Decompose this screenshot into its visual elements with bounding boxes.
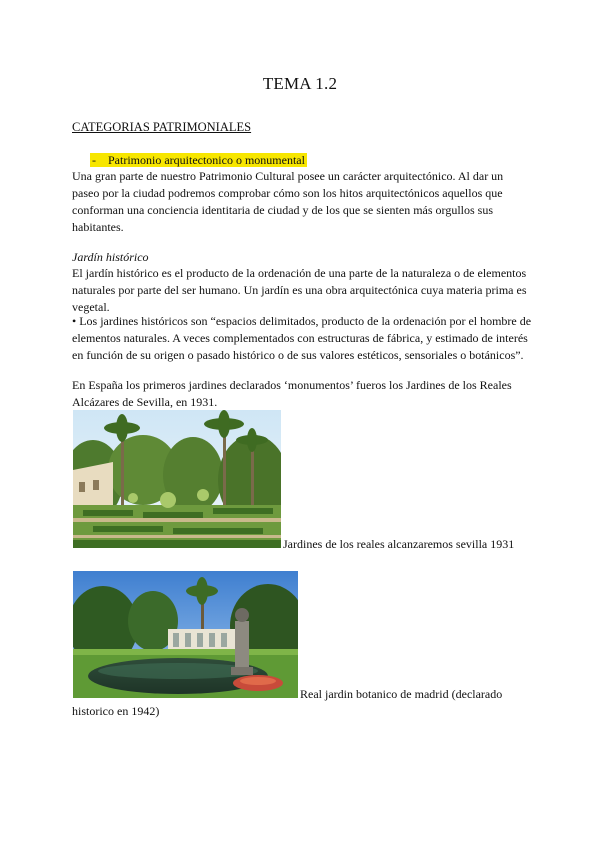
bullet-text: Patrimonio arquitectonico o monumental [108,153,305,167]
intro-paragraph: Una gran parte de nuestro Patrimonio Cultural posee un carácter arquitectónico. Al dar un paseo por la ciudad podremos comprobar cómo son los hitos arquitectónicos aquellos que conforman una conciencia identitaria de ciudad y de los que se sienten más orgullos sus habitantes. [72,169,504,234]
spain-paragraph: En España los primeros jardines declarados ‘monumentos’ fueros los Jardines de los Reales Alcázares de Sevilla, en 1931. [72,378,512,409]
subheading-jardin: Jardín histórico [72,250,149,264]
section-heading: CATEGORIAS PATRIMONIALES [72,120,252,134]
bullet-item [90,153,307,168]
definition-paragraph: El jardín histórico es el producto de la ordenación de una parte de la naturaleza o de elementos naturales por parte del ser humano. Un jardín es una obra arquitectónica cuya materia prima es vegetal. [72,266,527,314]
image-caption-2: Real jardin botanico de madrid (declarado [300,687,503,701]
image-caption-2-continuation: historico en 1942) [72,704,160,718]
image-caption-2-line1 [300,687,530,702]
bullet-marker: - [90,153,106,167]
image-caption-1: Jardines de los reales alcanzaremos sevilla 1931 [283,537,515,551]
garden-photo-botanico [73,571,298,698]
quote-paragraph: • Los jardines históricos son “espacios delimitados, producto de la ordenación por el hombre de elementos naturales. A veces complementados con estructuras de fábrica, y estimado de interés en función de su origen o pasado histórico o de sus valores estéticos, sensoriales o botánicos”. [72,314,532,362]
garden-photo-alcazar [73,410,281,548]
page-title: TEMA 1.2 [262,74,338,93]
